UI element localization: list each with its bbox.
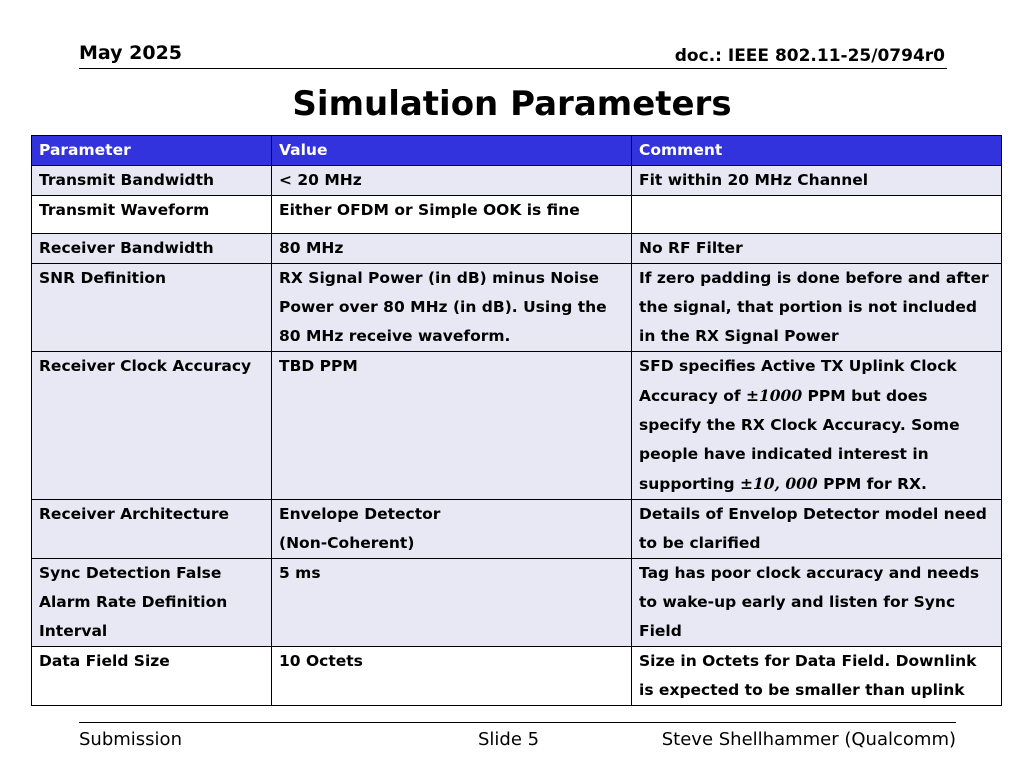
parameter-cell: Transmit Bandwidth <box>32 166 272 196</box>
table-row <box>32 647 1002 706</box>
comment-cell <box>632 352 1002 500</box>
table-row <box>32 500 1002 559</box>
table-row <box>32 196 1002 234</box>
parameter-cell: Data Field Size <box>32 647 272 706</box>
parameter-cell: Sync Detection False Alarm Rate Definition Interval <box>32 559 272 647</box>
math-value: ±1000 <box>746 386 803 405</box>
parameters-table <box>31 135 1002 706</box>
value-cell: < 20 MHz <box>272 166 632 196</box>
comment-cell <box>632 196 1002 234</box>
comment-cell: Size in Octets for Data Field. Downlink is expected to be smaller than uplink <box>632 647 1002 706</box>
table-row <box>32 234 1002 264</box>
parameter-cell: Transmit Waveform <box>32 196 272 234</box>
comment-cell: Details of Envelop Detector model need to be clarified <box>632 500 1002 559</box>
value-cell: Either OFDM or Simple OOK is fine <box>272 196 632 234</box>
comment-text: PPM for RX. <box>817 475 927 493</box>
footer-author: Steve Shellhammer (Qualcomm) <box>661 729 956 750</box>
footer-divider <box>79 722 956 723</box>
math-value: ±10, 000 <box>740 474 818 493</box>
parameter-cell: Receiver Architecture <box>32 500 272 559</box>
table-row <box>32 559 1002 647</box>
value-cell: 10 Octets <box>272 647 632 706</box>
comment-text: PPM but does specify the RX Clock Accuracy. Some people have indicated interest in supporting <box>639 387 960 493</box>
footer-slide-number: Slide 5 <box>478 729 540 750</box>
parameter-cell: SNR Definition <box>32 264 272 352</box>
value-cell: RX Signal Power (in dB) minus Noise Power over 80 MHz (in dB). Using the 80 MHz receive waveform. <box>272 264 632 352</box>
value-cell: 80 MHz <box>272 234 632 264</box>
comment-cell: No RF Filter <box>632 234 1002 264</box>
slide-title: Simulation Parameters <box>292 84 732 124</box>
comment-cell: Fit within 20 MHz Channel <box>632 166 1002 196</box>
value-cell: TBD PPM <box>272 352 632 500</box>
column-header-comment: Comment <box>632 136 1002 166</box>
column-header-parameter: Parameter <box>32 136 272 166</box>
column-header-value: Value <box>272 136 632 166</box>
header-doc-id: doc.: IEEE 802.11-25/0794r0 <box>674 46 945 66</box>
table-row <box>32 352 1002 500</box>
value-cell: Envelope Detector (Non-Coherent) <box>272 500 632 559</box>
table-header-row <box>32 136 1002 166</box>
comment-text: SFD specifies Active TX Uplink Clock Accuracy of <box>639 357 957 405</box>
comment-cell: Tag has poor clock accuracy and needs to wake-up early and listen for Sync Field <box>632 559 1002 647</box>
parameter-cell: Receiver Clock Accuracy <box>32 352 272 500</box>
value-cell: 5 ms <box>272 559 632 647</box>
header-date: May 2025 <box>79 42 183 64</box>
footer-submission: Submission <box>79 729 182 750</box>
header-divider <box>79 68 947 69</box>
table-row <box>32 166 1002 196</box>
comment-cell: If zero padding is done before and after the signal, that portion is not included in the RX Signal Power <box>632 264 1002 352</box>
parameter-cell: Receiver Bandwidth <box>32 234 272 264</box>
table-row <box>32 264 1002 352</box>
